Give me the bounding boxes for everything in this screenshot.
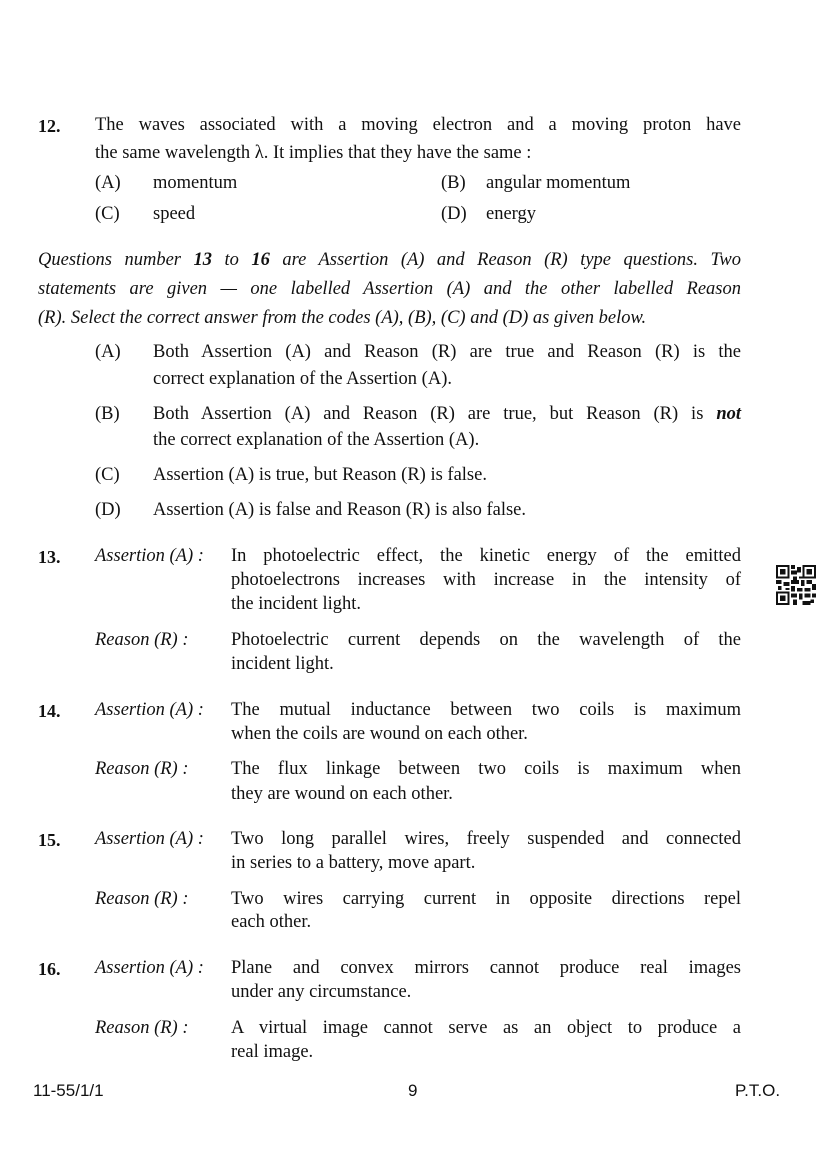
assertion-text: The mutual inductance between two coils is maximum [231, 700, 741, 720]
option-text: speed [153, 204, 196, 224]
code-text: Both Assertion (A) and Reason (R) are true, but Reason (R) is not [153, 404, 741, 424]
code-label: (A) [95, 342, 121, 362]
question-number: 15. [38, 830, 61, 850]
assertion-text: under any circumstance. [231, 982, 412, 1002]
reason-label: Reason (R) : [95, 630, 189, 650]
reason-text: incident light. [231, 654, 334, 674]
reason-label: Reason (R) : [95, 889, 189, 909]
option-text: angular momentum [486, 173, 631, 193]
assertion-label: Assertion (A) : [95, 829, 204, 849]
question-number: 16. [38, 959, 61, 979]
question-text-line: the same wavelength λ. It implies that they have the same : [95, 143, 532, 163]
code-text: Both Assertion (A) and Reason (R) are true and Reason (R) is the [153, 342, 741, 362]
assertion-text: the incident light. [231, 594, 361, 614]
code-text: the correct explanation of the Assertion (A). [153, 430, 480, 450]
question-number: 13. [38, 547, 61, 567]
code-text: Assertion (A) is true, but Reason (R) is false. [153, 465, 487, 485]
instruction-line: (R). Select the correct answer from the codes (A), (B), (C) and (D) as given below. [38, 308, 647, 328]
code-label: (D) [95, 500, 121, 520]
code-label: (C) [95, 465, 120, 485]
option-text: momentum [153, 173, 238, 193]
code-text: correct explanation of the Assertion (A). [153, 369, 452, 389]
option-label: (C) [95, 204, 120, 224]
instruction-line: Questions number 13 to 16 are Assertion (A) and Reason (R) type questions. Two [38, 250, 741, 270]
option-label: (A) [95, 173, 121, 193]
instruction-line: statements are given — one labelled Assertion (A) and the other labelled Reason [38, 279, 741, 299]
option-text: energy [486, 204, 536, 224]
assertion-label: Assertion (A) : [95, 546, 204, 566]
assertion-text: photoelectrons increases with increase in the intensity of [231, 570, 741, 590]
reason-text: each other. [231, 912, 312, 932]
question-number: 14. [38, 701, 61, 721]
assertion-text: Plane and convex mirrors cannot produce real images [231, 958, 741, 978]
qr-code-icon [776, 565, 816, 605]
reason-text: Two wires carrying current in opposite directions repel [231, 889, 741, 909]
assertion-label: Assertion (A) : [95, 700, 204, 720]
code-text: Assertion (A) is false and Reason (R) is also false. [153, 500, 526, 520]
reason-text: The flux linkage between two coils is maximum when [231, 759, 741, 779]
option-label: (B) [441, 173, 466, 193]
assertion-text: In photoelectric effect, the kinetic energy of the emitted [231, 546, 741, 566]
reason-text: Photoelectric current depends on the wavelength of the [231, 630, 741, 650]
assertion-label: Assertion (A) : [95, 958, 204, 978]
reason-text: A virtual image cannot serve as an object to produce a [231, 1018, 741, 1038]
code-label: (B) [95, 404, 120, 424]
assertion-text: when the coils are wound on each other. [231, 724, 528, 744]
please-turn-over: P.T.O. [735, 1081, 781, 1100]
assertion-text: in series to a battery, move apart. [231, 853, 476, 873]
question-number: 12. [38, 116, 61, 136]
paper-code: 11-55/1/1 [33, 1081, 104, 1100]
reason-label: Reason (R) : [95, 759, 189, 779]
page-number: 9 [408, 1081, 418, 1100]
reason-label: Reason (R) : [95, 1018, 189, 1038]
reason-text: real image. [231, 1042, 314, 1062]
reason-text: they are wound on each other. [231, 784, 453, 804]
option-label: (D) [441, 204, 467, 224]
assertion-text: Two long parallel wires, freely suspended and connected [231, 829, 741, 849]
question-text-line: The waves associated with a moving electron and a moving proton have [95, 115, 741, 135]
